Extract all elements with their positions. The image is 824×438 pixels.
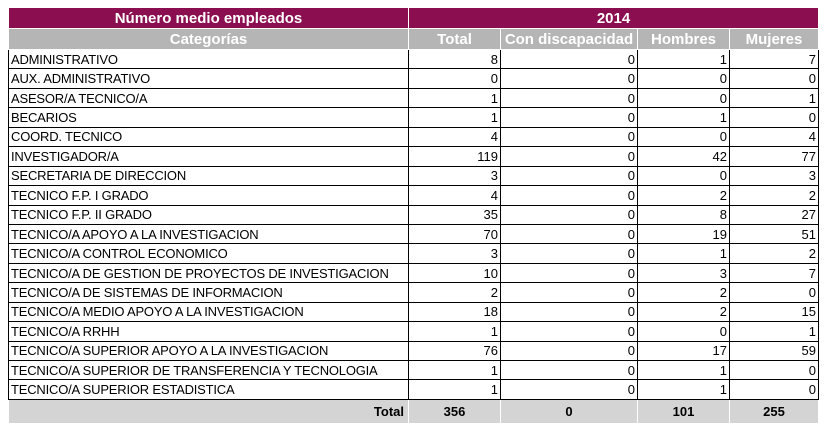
- cell-total: 1: [409, 380, 501, 399]
- cell-discapacidad: 0: [501, 127, 638, 146]
- cell-mujeres: 15: [730, 302, 819, 321]
- table-row: [9, 380, 819, 399]
- cell-discapacidad: 0: [501, 108, 638, 127]
- cell-total: 1: [409, 361, 501, 380]
- totals-row: [9, 399, 819, 423]
- totals-discapacidad: 0: [501, 399, 638, 423]
- cell-mujeres: 27: [730, 205, 819, 224]
- cell-total: 18: [409, 302, 501, 321]
- cell-discapacidad: 0: [501, 147, 638, 166]
- cell-discapacidad: 0: [501, 166, 638, 185]
- cell-mujeres: 7: [730, 263, 819, 282]
- cell-hombres: 0: [638, 322, 730, 341]
- cell-hombres: 1: [638, 361, 730, 380]
- column-header-categorias: Categorías: [9, 29, 409, 50]
- cell-hombres: 2: [638, 186, 730, 205]
- cell-hombres: 19: [638, 224, 730, 243]
- cell-hombres: 42: [638, 147, 730, 166]
- cell-total: 1: [409, 88, 501, 107]
- cell-total: 4: [409, 186, 501, 205]
- cell-categoria: TECNICO/A RRHH: [9, 322, 409, 341]
- table-body: [9, 50, 819, 400]
- cell-discapacidad: 0: [501, 205, 638, 224]
- table-row: [9, 322, 819, 341]
- cell-hombres: 0: [638, 127, 730, 146]
- cell-categoria: SECRETARIA DE DIRECCION: [9, 166, 409, 185]
- cell-mujeres: 2: [730, 186, 819, 205]
- table-row: [9, 69, 819, 88]
- cell-categoria: ADMINISTRATIVO: [9, 50, 409, 69]
- cell-categoria: TECNICO/A SUPERIOR DE TRANSFERENCIA Y TECNOLOGIA: [9, 361, 409, 380]
- cell-total: 4: [409, 127, 501, 146]
- cell-hombres: 0: [638, 69, 730, 88]
- cell-total: 1: [409, 322, 501, 341]
- table-row: [9, 361, 819, 380]
- cell-hombres: 1: [638, 50, 730, 69]
- cell-discapacidad: 0: [501, 50, 638, 69]
- cell-hombres: 3: [638, 263, 730, 282]
- cell-categoria: TECNICO/A DE GESTION DE PROYECTOS DE INVESTIGACION: [9, 263, 409, 282]
- cell-mujeres: 7: [730, 50, 819, 69]
- cell-categoria: TECNICO/A SUPERIOR ESTADISTICA: [9, 380, 409, 399]
- table-row: [9, 147, 819, 166]
- cell-hombres: 2: [638, 283, 730, 302]
- totals-total: 356: [409, 399, 501, 423]
- cell-discapacidad: 0: [501, 244, 638, 263]
- table-row: [9, 186, 819, 205]
- column-header-discapacidad: Con discapacidad: [501, 29, 638, 50]
- cell-discapacidad: 0: [501, 302, 638, 321]
- table-row: [9, 224, 819, 243]
- cell-discapacidad: 0: [501, 69, 638, 88]
- cell-mujeres: 0: [730, 361, 819, 380]
- column-header-total: Total: [409, 29, 501, 50]
- cell-total: 8: [409, 50, 501, 69]
- cell-categoria: BECARIOS: [9, 108, 409, 127]
- cell-hombres: 2: [638, 302, 730, 321]
- cell-total: 3: [409, 166, 501, 185]
- cell-discapacidad: 0: [501, 263, 638, 282]
- cell-total: 35: [409, 205, 501, 224]
- cell-hombres: 0: [638, 88, 730, 107]
- cell-total: 0: [409, 69, 501, 88]
- cell-mujeres: 0: [730, 283, 819, 302]
- totals-label: Total: [9, 399, 409, 423]
- cell-hombres: 0: [638, 166, 730, 185]
- cell-mujeres: 0: [730, 69, 819, 88]
- column-header-row: [9, 29, 819, 50]
- cell-mujeres: 77: [730, 147, 819, 166]
- cell-mujeres: 0: [730, 380, 819, 399]
- cell-categoria: INVESTIGADOR/A: [9, 147, 409, 166]
- cell-hombres: 1: [638, 108, 730, 127]
- table-row: [9, 302, 819, 321]
- cell-categoria: TECNICO/A DE SISTEMAS DE INFORMACION: [9, 283, 409, 302]
- table-row: [9, 205, 819, 224]
- cell-discapacidad: 0: [501, 361, 638, 380]
- cell-discapacidad: 0: [501, 322, 638, 341]
- cell-mujeres: 2: [730, 244, 819, 263]
- cell-categoria: COORD. TECNICO: [9, 127, 409, 146]
- cell-categoria: AUX. ADMINISTRATIVO: [9, 69, 409, 88]
- cell-hombres: 1: [638, 244, 730, 263]
- cell-total: 3: [409, 244, 501, 263]
- year-header: 2014: [409, 8, 819, 29]
- cell-discapacidad: 0: [501, 341, 638, 360]
- cell-mujeres: 59: [730, 341, 819, 360]
- cell-mujeres: 1: [730, 88, 819, 107]
- totals-mujeres: 255: [730, 399, 819, 423]
- cell-discapacidad: 0: [501, 380, 638, 399]
- cell-hombres: 8: [638, 205, 730, 224]
- table-row: [9, 244, 819, 263]
- cell-discapacidad: 0: [501, 186, 638, 205]
- cell-total: 2: [409, 283, 501, 302]
- cell-categoria: TECNICO/A APOYO A LA INVESTIGACION: [9, 224, 409, 243]
- cell-hombres: 1: [638, 380, 730, 399]
- cell-total: 70: [409, 224, 501, 243]
- column-header-hombres: Hombres: [638, 29, 730, 50]
- cell-total: 119: [409, 147, 501, 166]
- cell-categoria: TECNICO/A SUPERIOR APOYO A LA INVESTIGACION: [9, 341, 409, 360]
- cell-discapacidad: 0: [501, 88, 638, 107]
- cell-mujeres: 4: [730, 127, 819, 146]
- table-row: [9, 283, 819, 302]
- cell-discapacidad: 0: [501, 283, 638, 302]
- cell-mujeres: 51: [730, 224, 819, 243]
- table-row: [9, 166, 819, 185]
- column-header-mujeres: Mujeres: [730, 29, 819, 50]
- cell-mujeres: 3: [730, 166, 819, 185]
- cell-total: 1: [409, 108, 501, 127]
- table-row: [9, 263, 819, 282]
- totals-hombres: 101: [638, 399, 730, 423]
- cell-hombres: 17: [638, 341, 730, 360]
- table-title: Número medio empleados: [9, 8, 409, 29]
- cell-discapacidad: 0: [501, 224, 638, 243]
- cell-total: 10: [409, 263, 501, 282]
- cell-categoria: TECNICO/A MEDIO APOYO A LA INVESTIGACION: [9, 302, 409, 321]
- employees-table: [8, 7, 819, 424]
- table-row: [9, 50, 819, 69]
- cell-categoria: TECNICO/A CONTROL ECONOMICO: [9, 244, 409, 263]
- cell-mujeres: 0: [730, 108, 819, 127]
- cell-total: 76: [409, 341, 501, 360]
- cell-mujeres: 1: [730, 322, 819, 341]
- cell-categoria: TECNICO F.P. II GRADO: [9, 205, 409, 224]
- table-row: [9, 108, 819, 127]
- cell-categoria: ASESOR/A TECNICO/A: [9, 88, 409, 107]
- table-row: [9, 127, 819, 146]
- table-row: [9, 341, 819, 360]
- cell-categoria: TECNICO F.P. I GRADO: [9, 186, 409, 205]
- table-title-row: [9, 8, 819, 29]
- table-row: [9, 88, 819, 107]
